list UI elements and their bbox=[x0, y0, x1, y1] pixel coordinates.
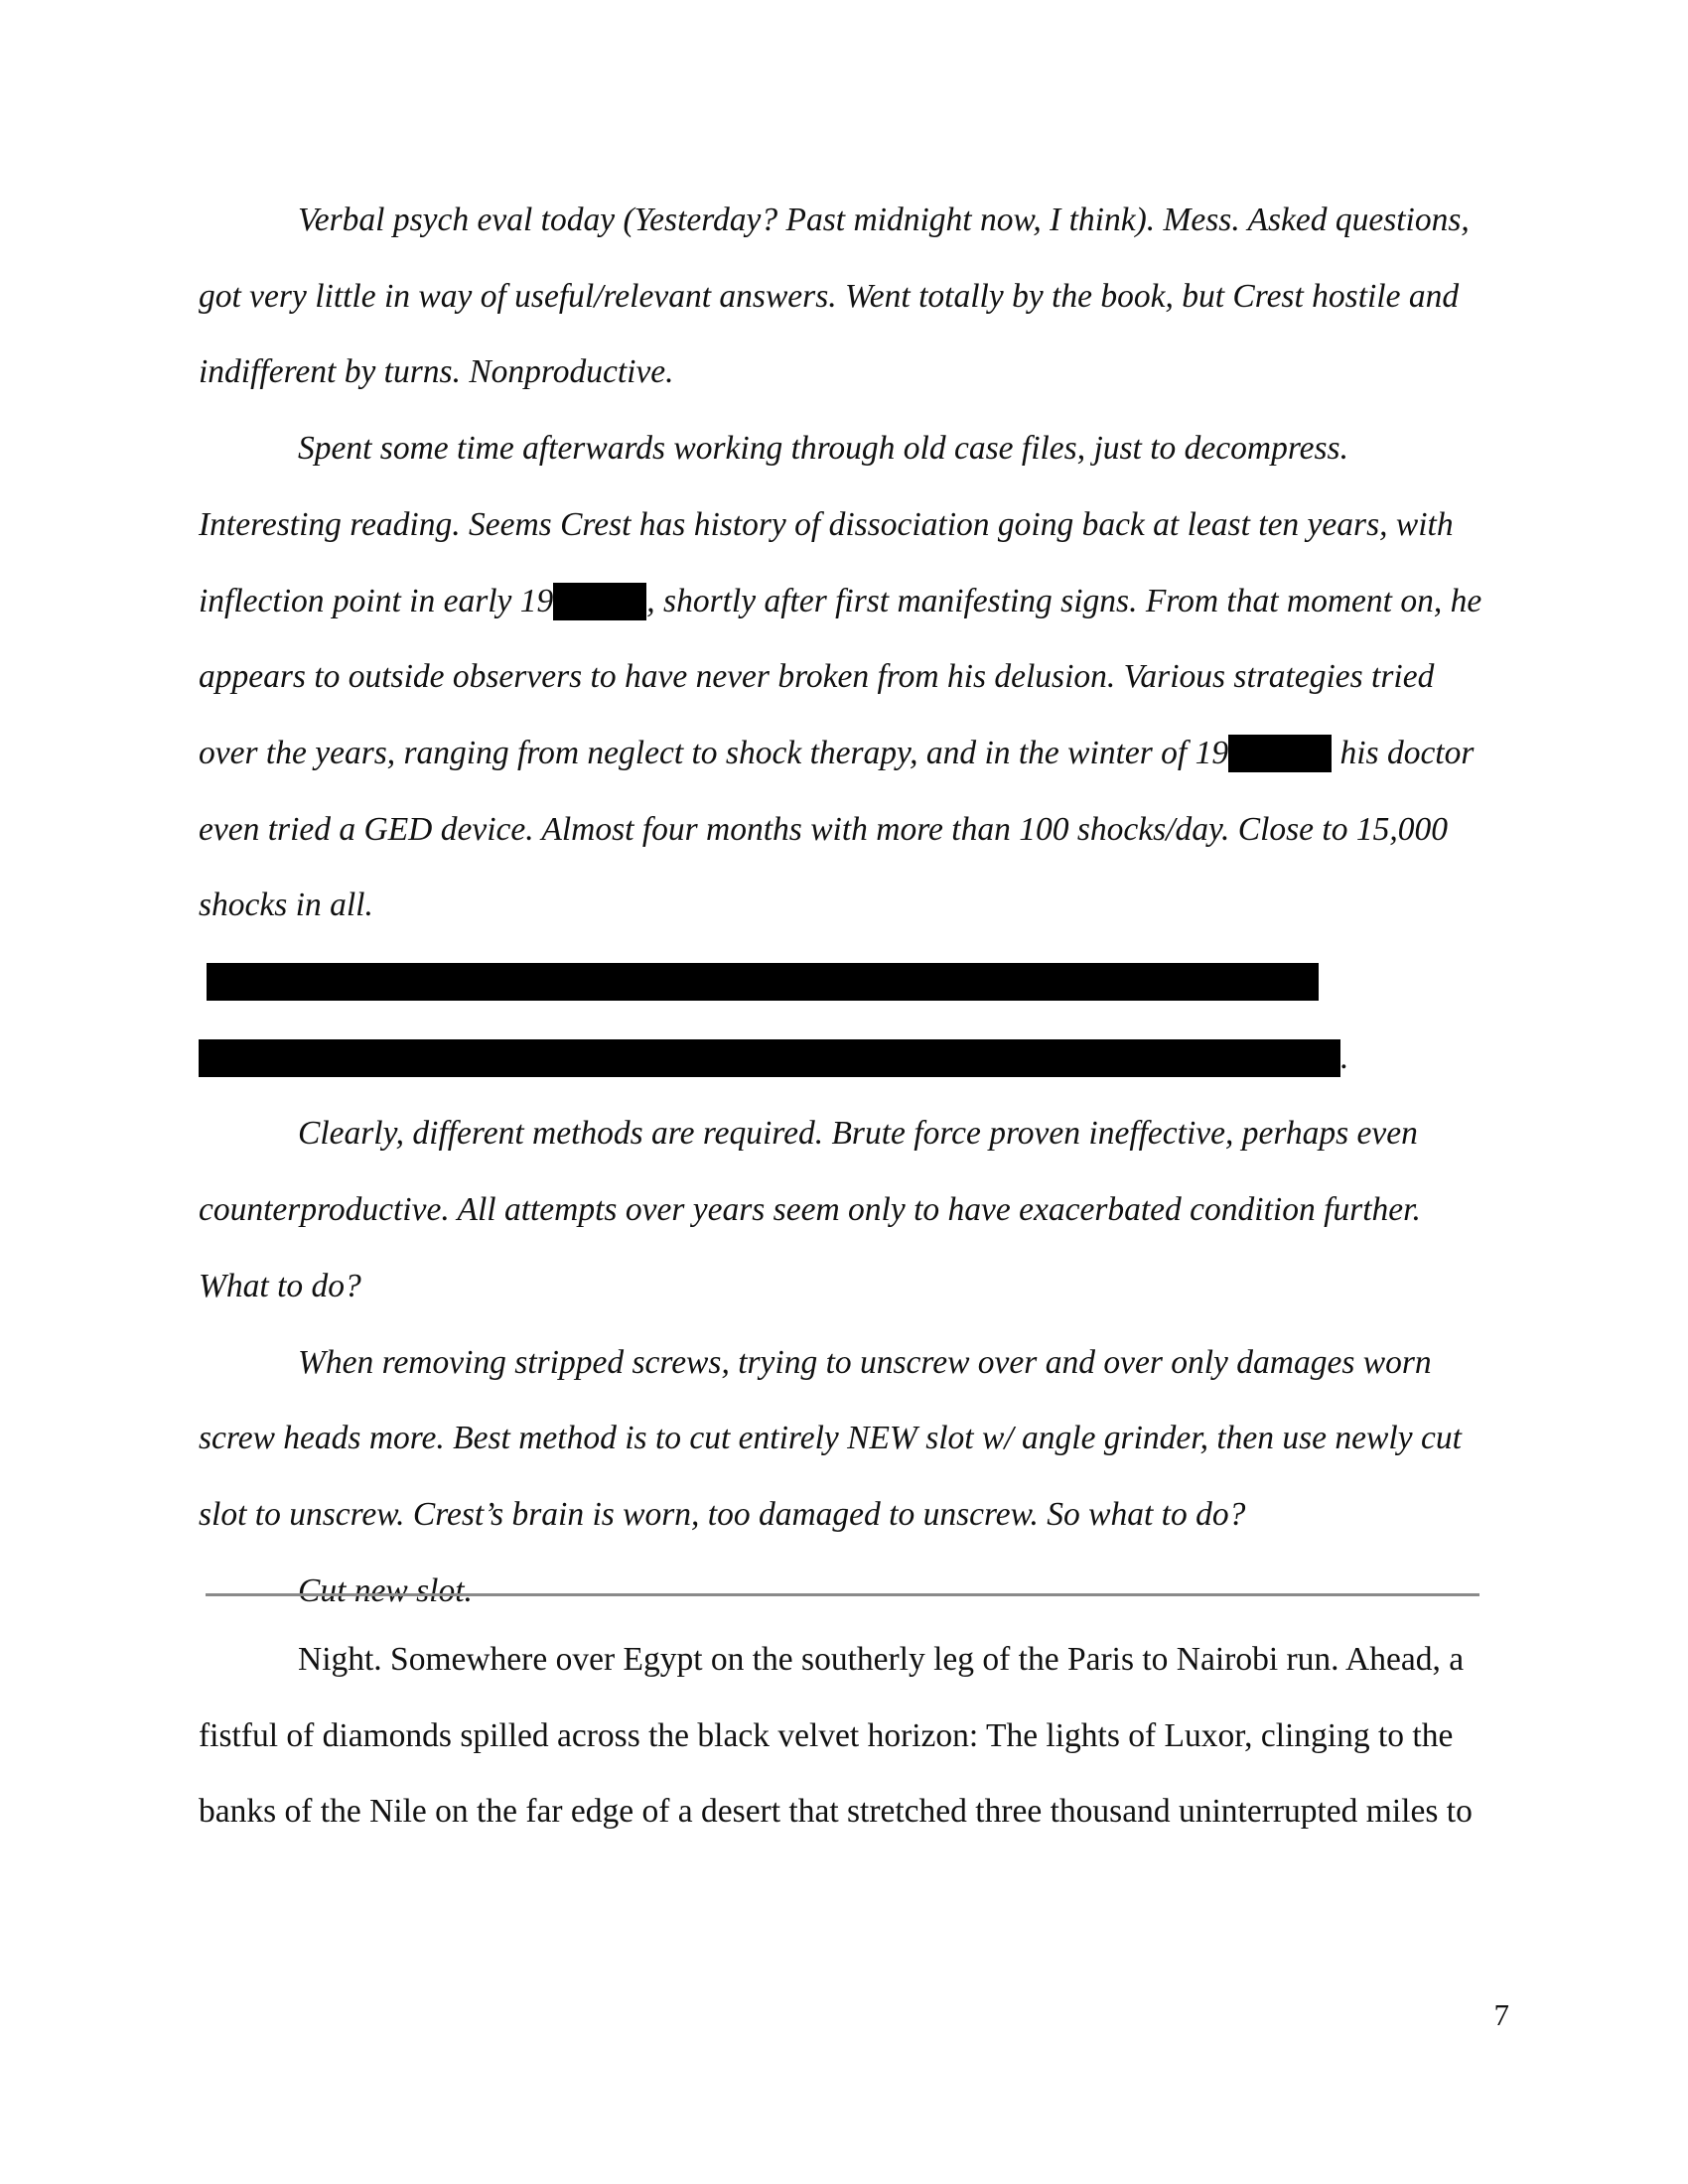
story-section bbox=[199, 1622, 1489, 1850]
journal-paragraph-2-text-c: his doctor even tried a GED device. Almost four months with more than 100 shocks/day. Close to 15,000 shocks in all. bbox=[199, 734, 1475, 924]
journal-paragraph-2 bbox=[199, 411, 1489, 1096]
page-number: 7 bbox=[1493, 1997, 1509, 2032]
story-paragraph-1: Night. Somewhere over Egypt on the southerly leg of the Paris to Nairobi run. Ahead, a fistful of diamonds spilled across the black velvet horizon: The lights of Luxor, clinging to the banks of the Nile on the far edge of a desert that stretched three thousand uninterrupted miles to bbox=[199, 1641, 1473, 1831]
journal-paragraph-5: Cut new slot. bbox=[298, 1571, 473, 1609]
journal-paragraph-2-text-a: Spent some time afterwards working through old case files, just to decompress. Interesting reading. Seems Crest has history of dissociation going back at least ten years, with inflection point in early 19 bbox=[199, 430, 1454, 619]
redaction-bar bbox=[199, 1039, 1340, 1077]
journal-paragraph-3: Clearly, different methods are required. Brute force proven ineffective, perhaps even counterproductive. All attempts over years seem only to have exacerbated condition further. What to do? bbox=[199, 1115, 1421, 1304]
redaction-bar bbox=[1228, 735, 1332, 772]
journal-entry bbox=[199, 183, 1489, 1629]
section-divider bbox=[206, 1593, 1479, 1596]
journal-paragraph-1: Verbal psych eval today (Yesterday? Past midnight now, I think). Mess. Asked questions, got very little in way of useful/relevant answers. Went totally by the book, but Crest hostile and indifferent by turns. Nonproductive. bbox=[199, 202, 1470, 391]
journal-paragraph-4: When removing stripped screws, trying to unscrew over and over only damages worn screw heads more. Best method is to cut entirely NEW slot w/ angle grinder, then use newly cut slot to unscrew. Crest’s brain is worn, too damaged to unscrew. So what to do? bbox=[199, 1343, 1462, 1533]
journal-paragraph-2-text-d: . bbox=[1340, 1038, 1349, 1076]
redaction-bar bbox=[207, 963, 1319, 1001]
redaction-bar bbox=[553, 583, 646, 620]
journal-paragraph-2-text-b: , shortly after first manifesting signs. From that moment on, he appears to outside observers to have never broken from his delusion. Various strategies tried over the years, ranging from neglect to shock therapy, and in the winter of 19 bbox=[199, 582, 1482, 771]
